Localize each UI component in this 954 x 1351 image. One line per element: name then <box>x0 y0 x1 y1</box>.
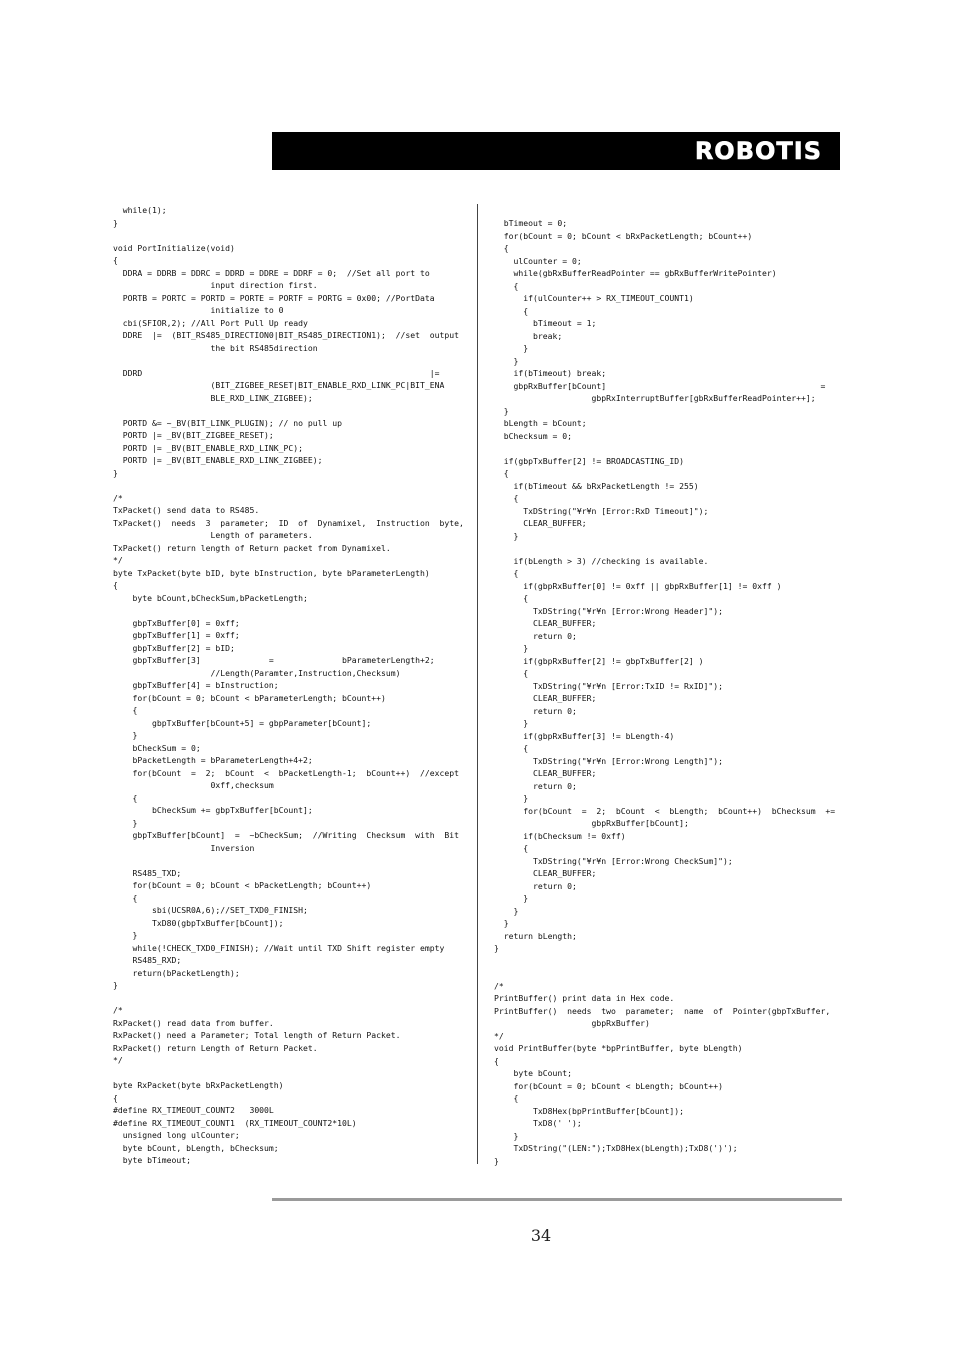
code-listing-right: bTimeout = 0; for(bCount = 0; bCount < bRxPacketLength; bCount++) { ulCounter = 0; while(gbRxBufferReadPointer == gbRxBufferWritePointer) { if(ulCounter++ > RX_TIMEOUT_COUNT1) { bTimeout = 1; break; } } if(bTimeout) break; gbpRxBuffer[bCount] = gbpRxInterruptBuffer[gbRxBufferReadPointer++]; } bLength = bCount; bChecksum = 0; if(gbpTxBuffer[2] != BROADCASTING_ID) { if(bTimeout && bRxPacketLength != 255) { TxDString("¥r¥n [Error:RxD Timeout]"); CLEAR_BUFFER; } if(bLength > 3) //checking is available. { if(gbpRxBuffer[0] != 0xff || gbpRxBuffer[1] != 0xff ) { TxDString("¥r¥n [Error:Wrong Header]"); CLEAR_BUFFER; return 0; } if(gbpRxBuffer[2] != gbpTxBuffer[2] ) { TxDString("¥r¥n [Error:TxID != RxID]"); CLEAR_BUFFER; return 0; } if(gbpRxBuffer[3] != bLength-4) { TxDString("¥r¥n [Error:Wrong Length]"); CLEAR_BUFFER; return 0; } for(bCount = 2; bCount < bLength; bCount++) bChecksum += gbpRxBuffer[bCount]; if(bChecksum != 0xff) { TxDString("¥r¥n [Error:Wrong CheckSum]"); CLEAR_BUFFER; return 0; } } } return bLength; } /* PrintBuffer() print data in Hex code. PrintBuffer() needs two parameter; name of Pointer(gbpTxBuffer, gbpRxBuffer) */ void PrintBuffer(byte *bpPrintBuffer, byte bLength) { byte bCount; for(bCount = 0; bCount < bLength; bCount++) { TxD8Hex(bpPrintBuffer[bCount]); TxD8(' '); } TxDString("(LEN:");TxD8Hex(bLength);TxD8(')'); } <box>494 218 836 1166</box>
robotis-logo: ROBOTIS <box>694 137 822 165</box>
header-bar <box>272 132 840 170</box>
page-number: 34 <box>530 1226 552 1245</box>
footer-rule <box>272 1198 842 1201</box>
column-divider <box>477 204 478 1164</box>
code-listing-left: while(1); } void PortInitialize(void) { DDRA = DDRB = DDRC = DDRD = DDRE = DDRF = 0; //Set all port to input direction first. PORTB = PORTC = PORTD = PORTE = PORTF = PORTG = 0x00; //PortData initialize to 0 cbi(SFIOR,2); //All Port Pull Up ready DDRE |= (BIT_RS485_DIRECTION0|BIT_RS485_DIRECTION1); //set output the bit RS485direction DDRD |= (BIT_ZIGBEE_RESET|BIT_ENABLE_RXD_LINK_PC|BIT_ENA BLE_RXD_LINK_ZIGBEE); PORTD &= ~_BV(BIT_LINK_PLUGIN); // no pull up PORTD |= _BV(BIT_ZIGBEE_RESET); PORTD |= _BV(BIT_ENABLE_RXD_LINK_PC); PORTD |= _BV(BIT_ENABLE_RXD_LINK_ZIGBEE); } /* TxPacket() send data to RS485. TxPacket() needs 3 parameter; ID of Dynamixel, Instruction byte, Length of parameters. TxPacket() return length of Return packet from Dynamixel. */ byte TxPacket(byte bID, byte bInstruction, byte bParameterLength) { byte bCount,bCheckSum,bPacketLength; gbpTxBuffer[0] = 0xff; gbpTxBuffer[1] = 0xff; gbpTxBuffer[2] = bID; gbpTxBuffer[3] = bParameterLength+2; //Length(Paramter,Instruction,Checksum) gbpTxBuffer[4] = bInstruction; for(bCount = 0; bCount < bParameterLength; bCount++) { gbpTxBuffer[bCount+5] = gbpParameter[bCount]; } bCheckSum = 0; bPacketLength = bParameterLength+4+2; for(bCount = 2; bCount < bPacketLength-1; bCount++) //except 0xff,checksum { bCheckSum += gbpTxBuffer[bCount]; } gbpTxBuffer[bCount] = ~bCheckSum; //Writing Checksum with Bit Inversion RS485_TXD; for(bCount = 0; bCount < bPacketLength; bCount++) { sbi(UCSR0A,6);//SET_TXD0_FINISH; TxD80(gbpTxBuffer[bCount]); } while(!CHECK_TXD0_FINISH); //Wait until TXD Shift register empty RS485_RXD; return(bPacketLength); } /* RxPacket() read data from buffer. RxPacket() need a Parameter; Total length of Return Packet. RxPacket() return Length of Return Packet. */ byte RxPacket(byte bRxPacketLength) { #define RX_TIMEOUT_COUNT2 3000L #define RX_TIMEOUT_COUNT1 (RX_TIMEOUT_COUNT2*10L) unsigned long ulCounter; byte bCount, bLength, bChecksum; byte bTimeout; <box>113 205 464 1165</box>
